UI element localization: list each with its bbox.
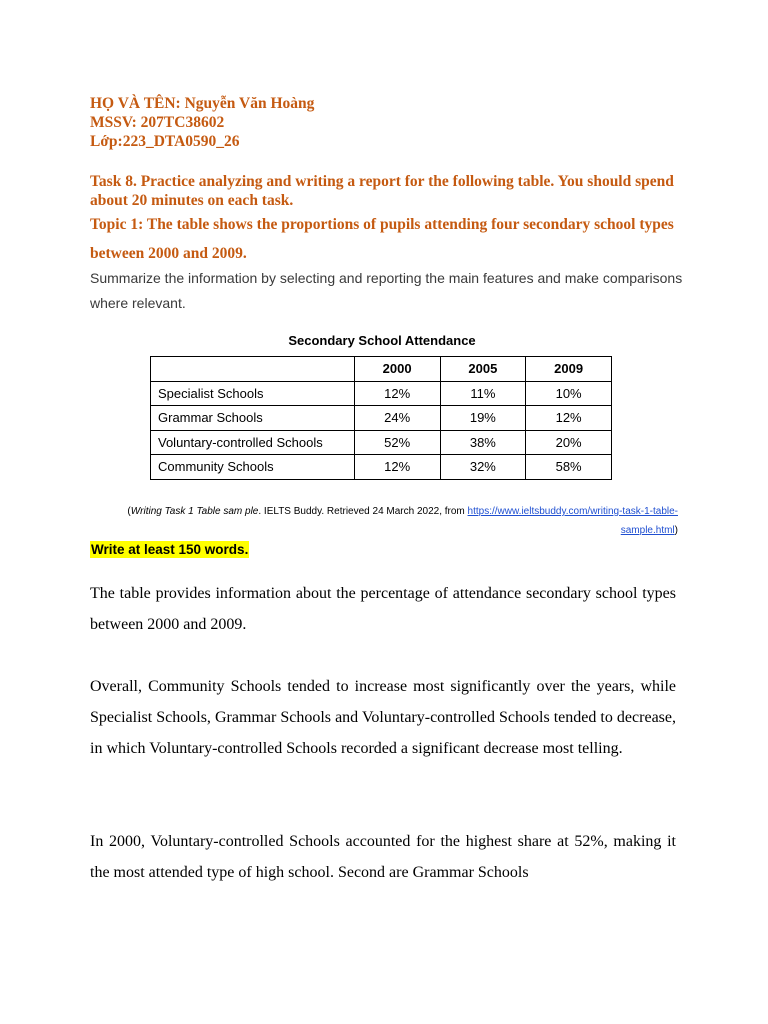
table-header-cell [151, 357, 355, 382]
citation: (Writing Task 1 Table sam ple. IELTS Buddy. Retrieved 24 March 2022, from https://www.ieltsbuddy.com/writing-task-1-table- sample.html) [127, 506, 678, 536]
student-class: Lớp:223_DTA0590_26 [90, 133, 240, 150]
essay-paragraph-intro: The table provides information about the percentage of attendance secondary school types between 2000 and 2009. [90, 585, 676, 633]
table-cell: 52% [354, 430, 440, 455]
citation-source: Writing Task 1 Table sam ple [130, 506, 259, 517]
table-row [151, 381, 612, 406]
essay-paragraph-detail: In 2000, Voluntary-controlled Schools accounted for the highest share at 52%, making it the most attended type of high school. Second are Grammar Schools [90, 833, 676, 881]
table-header-row [151, 357, 612, 382]
row-label: Voluntary-controlled Schools [151, 430, 355, 455]
word-count-requirement: Write at least 150 words. [91, 542, 249, 557]
table-row [151, 406, 612, 431]
table-row [151, 455, 612, 480]
table-row [151, 430, 612, 455]
student-info [90, 94, 690, 151]
table-cell: 11% [440, 381, 526, 406]
student-id: MSSV: 207TC38602 [90, 114, 225, 131]
table-cell: 10% [526, 381, 612, 406]
citation-link[interactable]: https://www.ieltsbuddy.com/writing-task-1-table- sample.html [467, 506, 678, 536]
table-title: Secondary School Attendance [288, 333, 476, 348]
instructions: Summarize the information by selecting and reporting the main features and make comparisons where relevant. [90, 270, 683, 311]
table-header-cell: 2005 [440, 357, 526, 382]
attendance-table [150, 356, 612, 480]
row-label: Grammar Schools [151, 406, 355, 431]
table-cell: 20% [526, 430, 612, 455]
topic-heading: Topic 1: The table shows the proportions of pupils attending four secondary school types between 2000 and 2009. [90, 216, 674, 262]
table-header-cell: 2000 [354, 357, 440, 382]
essay-paragraph-overview: Overall, Community Schools tended to increase most significantly over the years, while Specialist Schools, Grammar Schools and Voluntary-controlled Schools tended to decrease, in which Voluntary-controlled Schools recorded a significant decrease most telling. [90, 678, 676, 757]
table-cell: 19% [440, 406, 526, 431]
row-label: Community Schools [151, 455, 355, 480]
student-name: HỌ VÀ TÊN: Nguyễn Văn Hoàng [90, 95, 315, 112]
task-heading: Task 8. Practice analyzing and writing a report for the following table. You should spend about 20 minutes on each task. [90, 173, 674, 209]
table-cell: 12% [354, 455, 440, 480]
table-header-cell: 2009 [526, 357, 612, 382]
citation-text: . IELTS Buddy. Retrieved 24 March 2022, from [258, 506, 468, 517]
table-cell: 12% [526, 406, 612, 431]
table-cell: 12% [354, 381, 440, 406]
row-label: Specialist Schools [151, 381, 355, 406]
table-cell: 38% [440, 430, 526, 455]
table-cell: 32% [440, 455, 526, 480]
table-cell: 24% [354, 406, 440, 431]
table-cell: 58% [526, 455, 612, 480]
